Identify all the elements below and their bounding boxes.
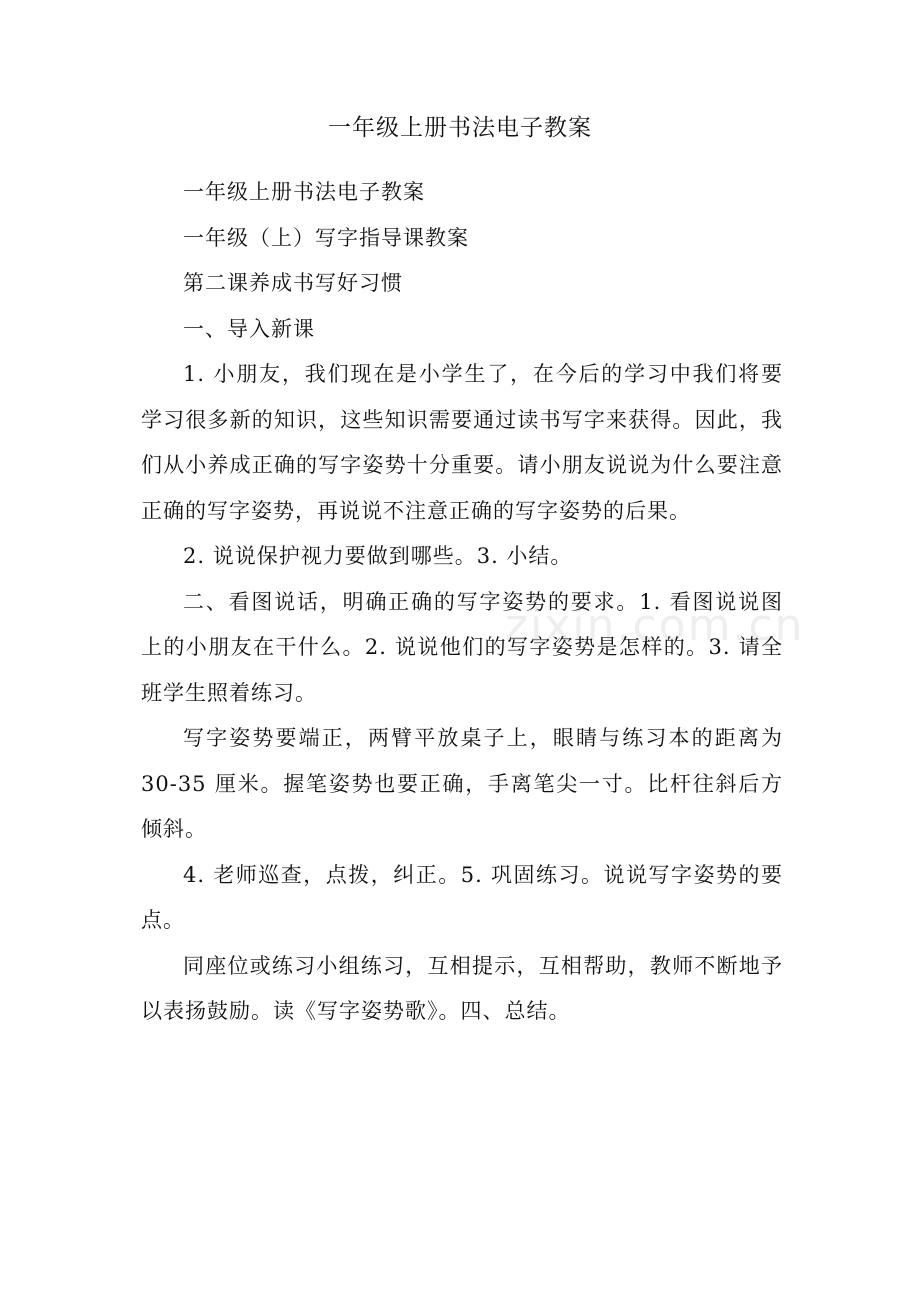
- paragraph-lesson-title: 第二课养成书写好习惯: [183, 271, 403, 295]
- paragraph-body: 写字姿势要端正，两臂平放桌子上，眼睛与练习本的距离为 30-35 厘米。握笔姿势也要正确，手离笔尖一寸。比杆往斜后方倾斜。: [141, 726, 783, 841]
- document-body: [141, 170, 783, 1035]
- paragraph-course-title: 一年级（上）写字指导课教案: [183, 225, 469, 250]
- paragraph-body: 4. 老师巡查，点拨，纠正。5. 巩固练习。说说写字姿势的要点。: [141, 862, 783, 932]
- paragraph-body: 同座位或练习小组练习，互相提示，互相帮助，教师不断地予以表扬鼓励。读《写字姿势歌》。四、总结。: [141, 953, 783, 1023]
- paragraph-body: 二、看图说话，明确正确的写字姿势的要求。1. 看图说说图上的小朋友在干什么。2. 说说他们的写字姿势是怎样的。3. 请全班学生照着练习。: [141, 589, 783, 705]
- paragraph-subtitle: 一年级上册书法电子教案: [183, 180, 425, 204]
- document-title: 一年级上册书法电子教案: [328, 115, 592, 141]
- paragraph-section-heading: 一、导入新课: [183, 316, 315, 341]
- paragraph-body: 1. 小朋友，我们现在是小学生了，在今后的学习中我们将要学习很多新的知识，这些知识需要通过读书写字来获得。因此，我们从小养成正确的写字姿势十分重要。请小朋友说说为什么要注意正确的写字姿势，再说说不注意正确的写字姿势的后果。: [141, 362, 783, 523]
- paragraph-body: 2. 说说保护视力要做到哪些。3. 小结。: [183, 544, 573, 568]
- watermark: zixin.com.cn: [505, 600, 805, 651]
